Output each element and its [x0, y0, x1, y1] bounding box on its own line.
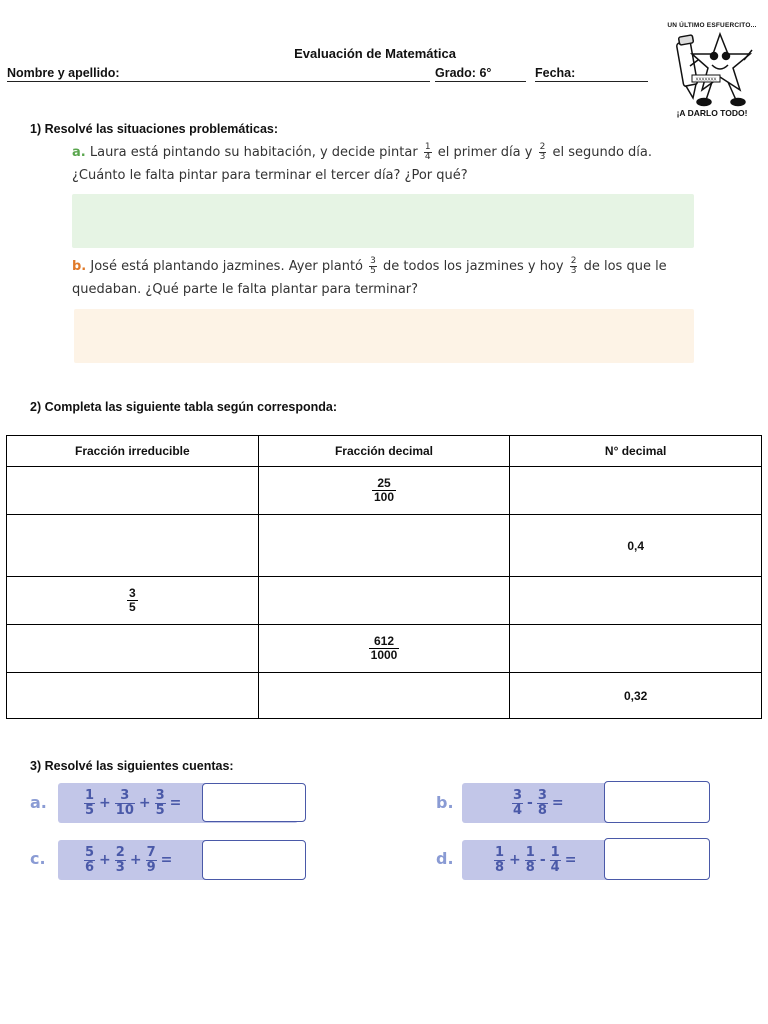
exercise-d-band — [462, 840, 708, 880]
exercise-a-answer-box[interactable] — [202, 783, 306, 822]
table-cell — [258, 625, 510, 673]
exercise-d-label: d. — [436, 849, 454, 868]
date-line[interactable] — [535, 81, 648, 82]
fraction-table — [6, 435, 762, 719]
table-cell-input[interactable] — [7, 515, 259, 577]
table-header-row — [7, 436, 762, 467]
problem-a-text-2: el primer día y — [437, 145, 533, 160]
column-header: Fracción decimal — [258, 436, 510, 467]
table-row — [7, 673, 762, 719]
problem-b-text-1: José está plantando jazmines. Ayer plantó — [90, 259, 364, 274]
problem-a-label: a. — [72, 145, 86, 160]
table-cell-input[interactable] — [510, 625, 762, 673]
name-line[interactable] — [7, 81, 430, 82]
table-cell-input[interactable] — [510, 467, 762, 515]
table-cell-input[interactable] — [258, 577, 510, 625]
section-2-heading: 2) Completa las siguiente tabla según corresponda: — [30, 400, 338, 414]
svg-text:XXXXXXX: XXXXXXX — [695, 76, 717, 82]
exercise-b-band — [462, 783, 708, 823]
decimal-value: 0,4 — [627, 538, 644, 553]
exercise-c-label: c. — [30, 849, 46, 868]
fraction: $\frac{2}{3}$ — [539, 142, 546, 162]
page-title: Evaluación de Matemática — [294, 46, 456, 61]
table-cell-input[interactable] — [7, 467, 259, 515]
table-cell-input[interactable] — [7, 625, 259, 673]
exercise-c-band — [58, 840, 298, 880]
table-cell — [258, 467, 510, 515]
table-row — [7, 515, 762, 577]
mascot-caption-top: UN ÚLTIMO ESFUERCITO... — [667, 22, 757, 29]
table-cell-input[interactable] — [258, 515, 510, 577]
problem-b-text-2: de todos los jazmines y hoy — [383, 259, 564, 274]
problem-a-text-1: Laura está pintando su habitación, y decide pintar — [89, 145, 418, 160]
exercise-a-label: a. — [30, 793, 47, 812]
problem-b — [72, 255, 712, 301]
name-label: Nombre y apellido: — [7, 66, 120, 80]
pencil-mascot-icon — [662, 20, 762, 120]
fraction: $\frac{612}{1000}$ — [370, 634, 398, 662]
table-cell — [510, 515, 762, 577]
exercise-d-expression: 1 8 + $\frac{1}{8}$ - $\frac{1}{4}$ = — [495, 844, 577, 875]
table-cell-input[interactable] — [7, 673, 259, 719]
decimal-value: 0,32 — [623, 688, 648, 703]
table-cell-input[interactable] — [258, 673, 510, 719]
problem-a-answer-box[interactable] — [72, 194, 694, 248]
exercise-b-label: b. — [436, 793, 454, 812]
fraction: $\frac{3}{5}$ — [128, 586, 136, 614]
column-header: N° decimal — [510, 436, 762, 467]
problem-b-label: b. — [72, 259, 87, 274]
problem-a — [72, 141, 712, 187]
exercise-c-expression: 5 6 + $\frac{2}{3}$ + $\frac{7}{9}$ = — [85, 844, 173, 875]
table-cell-input[interactable] — [510, 577, 762, 625]
fraction: $\frac{25}{100}$ — [373, 476, 395, 504]
exercise-b-answer-box[interactable] — [604, 781, 710, 823]
fraction: $\frac{2}{3}$ — [570, 256, 577, 276]
problem-b-answer-box[interactable] — [74, 309, 694, 363]
table-row — [7, 467, 762, 515]
section-3-heading: 3) Resolvé las siguientes cuentas: — [30, 759, 234, 773]
exercise-d-answer-box[interactable] — [604, 838, 710, 880]
table-row — [7, 577, 762, 625]
problem-b-line-2: quedaban. ¿Qué parte le falta plantar para terminar? — [72, 282, 419, 297]
exercise-a-band — [58, 783, 298, 823]
grade-line — [435, 81, 526, 82]
problem-a-text-3: el segundo día. — [552, 145, 653, 160]
date-label: Fecha: — [535, 66, 576, 80]
fraction: $\frac{1}{4}$ — [424, 142, 431, 162]
section-1-heading: 1) Resolvé las situaciones problemáticas: — [30, 122, 279, 136]
table-cell — [7, 577, 259, 625]
mascot-caption-bottom: ¡A DARLO TODO! — [676, 108, 748, 118]
grade-label: Grado: 6° — [435, 66, 492, 80]
column-header: Fracción irreducible — [7, 436, 259, 467]
exercise-b-expression: 3 4 - $\frac{3}{8}$ = — [513, 787, 564, 818]
problem-b-text-3: de los que le — [583, 259, 667, 274]
fraction: $\frac{3}{5}$ — [370, 256, 376, 276]
problem-a-line-2: ¿Cuánto le falta pintar para terminar el tercer día? ¿Por qué? — [72, 168, 468, 183]
exercise-a-expression: 1 5 + $\frac{3}{10}$ + $\frac{3}{5}$ = — [85, 787, 182, 818]
exercise-c-answer-box[interactable] — [202, 840, 306, 880]
table-cell — [510, 673, 762, 719]
table-row — [7, 625, 762, 673]
